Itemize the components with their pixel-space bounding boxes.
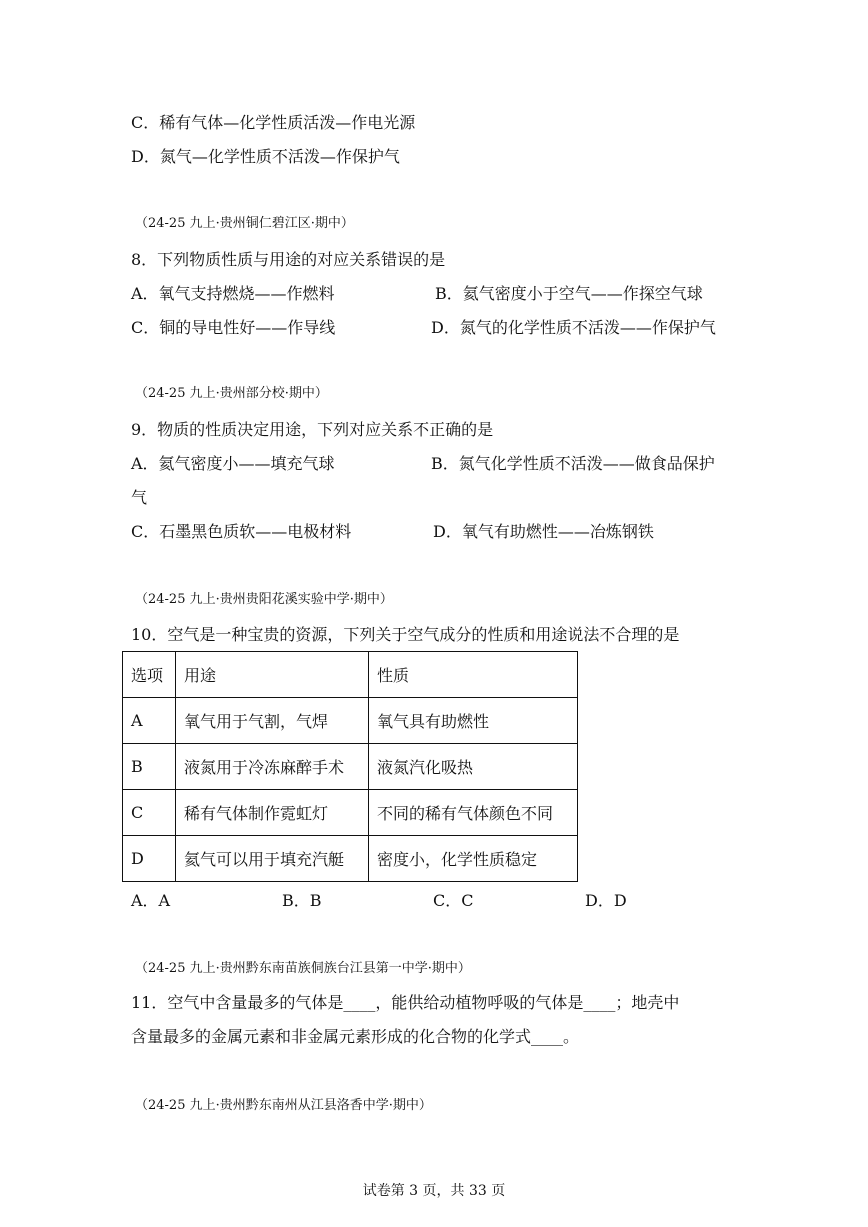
option-a: A．A — [131, 891, 171, 910]
table-cell: A — [123, 698, 176, 744]
question-stem: 8．下列物质性质与用途的对应关系错误的是 — [131, 250, 446, 269]
question-stem: 10．空气是一种宝贵的资源，下列关于空气成分的性质和用途说法不合理的是 — [131, 625, 680, 644]
option-b: B．B — [282, 891, 322, 910]
question-source: （24-25 九上·贵州铜仁碧江区·期中） — [135, 216, 354, 231]
question-stem: 9．物质的性质决定用途，下列对应关系不正确的是 — [131, 420, 494, 439]
table-header-row — [123, 652, 578, 698]
question-source: （24-25 九上·贵州部分校·期中） — [135, 386, 328, 401]
table-row — [123, 698, 578, 744]
option-a: A．氦气密度小——填充气球 — [131, 454, 335, 473]
table-cell: D — [123, 836, 176, 882]
option-c: C．石墨黑色质软——电极材料 — [131, 522, 352, 541]
option-c: C．铜的导电性好——作导线 — [131, 318, 336, 337]
table-cell: 氧气具有助燃性 — [369, 698, 578, 744]
option-d: D．氮气—化学性质不活泼—作保护气 — [131, 147, 400, 166]
question-source: （24-25 九上·贵州贵阳花溪实验中学·期中） — [135, 592, 393, 607]
table-row — [123, 744, 578, 790]
question-stem-line-2: 含量最多的金属元素和非金属元素形成的化合物的化学式____。 — [131, 1027, 580, 1046]
table-cell: 液氮用于冷冻麻醉手术 — [176, 744, 369, 790]
table-cell: 氧气用于气割，气焊 — [176, 698, 369, 744]
option-d: D．氧气有助燃性——冶炼钢铁 — [433, 522, 654, 541]
table-header-cell: 选项 — [123, 652, 176, 698]
table-row — [123, 790, 578, 836]
table-cell: 稀有气体制作霓虹灯 — [176, 790, 369, 836]
table-cell: 液氮汽化吸热 — [369, 744, 578, 790]
options-table — [122, 651, 578, 882]
page-footer: 试卷第 3 页，共 33 页 — [362, 1183, 506, 1199]
option-b: B．氦气密度小于空气——作探空气球 — [435, 284, 703, 303]
option-b: B．氮气化学性质不活泼——做食品保护 — [431, 454, 715, 473]
question-source: （24-25 九上·贵州黔东南州从江县洛香中学·期中） — [135, 1098, 432, 1113]
option-d: D．D — [585, 891, 627, 910]
table-cell: 不同的稀有气体颜色不同 — [369, 790, 578, 836]
option-c: C．C — [433, 891, 474, 910]
option-a: A．氧气支持燃烧——作燃料 — [131, 284, 335, 303]
table-cell: B — [123, 744, 176, 790]
option-c: C．稀有气体—化学性质活泼—作电光源 — [131, 113, 416, 132]
question-source: （24-25 九上·贵州黔东南苗族侗族台江县第一中学·期中） — [135, 961, 471, 976]
table-cell: C — [123, 790, 176, 836]
option-d: D．氮气的化学性质不活泼——作保护气 — [431, 318, 716, 337]
table-row — [123, 836, 578, 882]
question-stem-line-1: 11．空气中含量最多的气体是____，能供给动植物呼吸的气体是____；地壳中 — [131, 993, 680, 1012]
table-cell: 氦气可以用于填充汽艇 — [176, 836, 369, 882]
table-header-cell: 性质 — [369, 652, 578, 698]
table-cell: 密度小，化学性质稳定 — [369, 836, 578, 882]
table-header-cell: 用途 — [176, 652, 369, 698]
option-b-continued: 气 — [131, 488, 148, 507]
